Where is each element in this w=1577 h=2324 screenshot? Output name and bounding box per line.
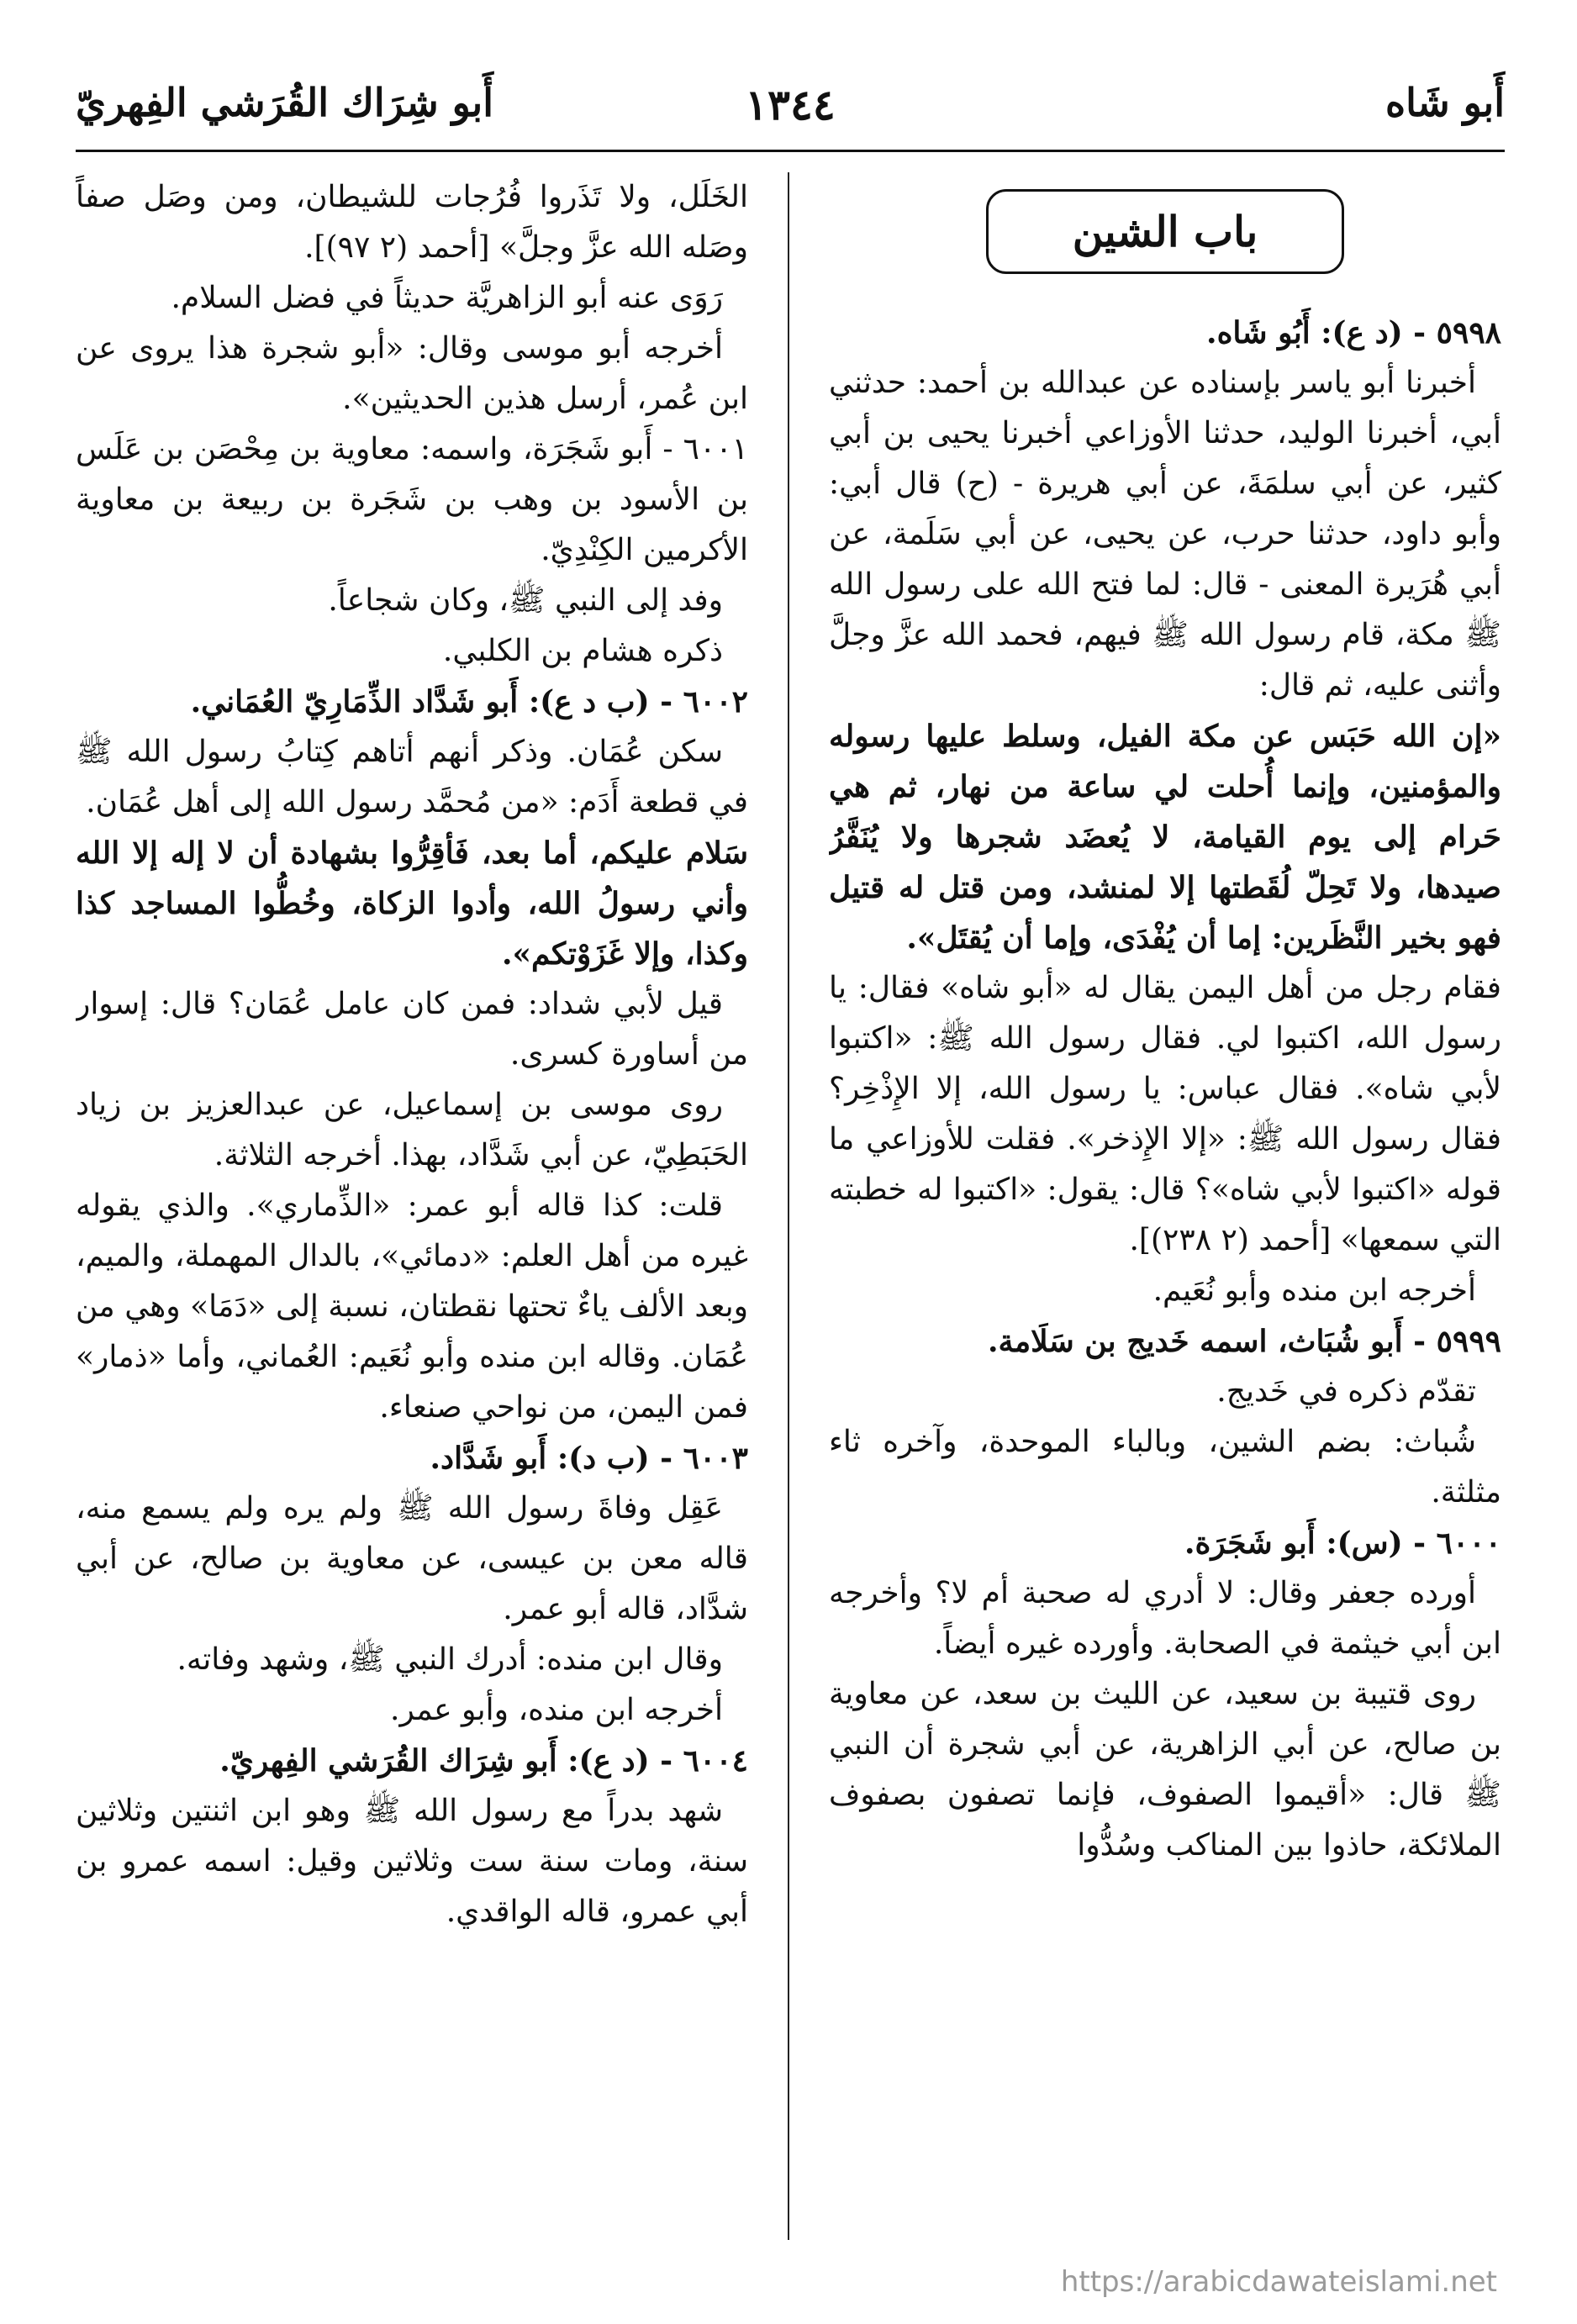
page-header bbox=[76, 80, 1505, 147]
paragraph: أخرجه أبو موسى وقال: «أبو شجرة هذا يروى عن ابن عُمر، أرسل هذين الحديثين». bbox=[76, 331, 748, 416]
column-divider bbox=[788, 172, 789, 2240]
paragraph: أخرجه ابن منده وأبو نُعَيم. bbox=[1152, 1273, 1476, 1308]
paragraph: شُباث: بضم الشين، وبالباء الموحدة، وآخره ثاء مثلثة. bbox=[829, 1425, 1501, 1510]
paragraph: رَوَى عنه أبو الزاهريَّة حديثاً في فضل السلام. bbox=[171, 281, 723, 315]
paragraph: فقام رجل من أهل اليمن يقال له «أبو شاه» فقال: يا رسول الله، اكتبوا لي. فقال رسول الله ﷺ: «اكتبوا لأبي شاه». فقال عباس: يا رسول الله، إلا الإِذْخِر؟ فقال رسول الله ﷺ: «إلا الإِذخر». فقلت للأوزاعي ما قوله «اكتبوا لأبي شاه»؟ قال: يقول: «اكتبوا له خطبته التي سمعها» [أحمد (٢ ٢٣٨)]. bbox=[829, 971, 1501, 1257]
paragraph: سكن عُمَان. وذكر أنهم أتاهم كِتابُ رسول الله ﷺ في قطعة أَدَم: «من مُحمَّد رسول الله إلى أهل عُمَان. bbox=[76, 735, 748, 819]
entry-heading: ٥٩٩٩ - أَبو شُبَاث، اسمه خَديج بن سَلَامة. bbox=[987, 1324, 1501, 1359]
paragraph: أخرجه ابن منده، وأبو عمر. bbox=[390, 1693, 723, 1727]
paragraph: وقال ابن منده: أدرك النبي ﷺ، وشهد وفاته. bbox=[177, 1642, 723, 1677]
left-column-text bbox=[76, 172, 748, 1937]
running-head-left: أَبو شِرَاك القُرَشي الفِهريّ bbox=[76, 80, 493, 125]
paragraph: ذكره هشام بن الكلبي. bbox=[442, 634, 723, 668]
right-column-text bbox=[829, 308, 1501, 1871]
paragraph: «إن الله حَبَس عن مكة الفيل، وسلط عليها رسوله والمؤمنين، وإنما أُحلت لي ساعة من نهار، ثم هي حَرام إلى يوم القيامة، لا يُعضَد شجرها ولا يُنَفَّرُ صيدها، ولا تَحِلّ لُقَطتها إلا لمنشد، ومن قتل له قتيل فهو بخير النَّظَرين: إما أن يُفْدَى، وإما أن يُقتَل». bbox=[829, 719, 1501, 956]
left-column bbox=[76, 172, 748, 2240]
paragraph: قلت: كذا قاله أبو عمر: «الذِّماري». والذي يقوله غيره من أهل العلم: «دمائي»، بالدال المهملة، والميم، وبعد الألف ياءٌ تحتها نقطتان، نسبة إلى «دَمَا» وهي من عُمَان. وقاله ابن منده وأبو نُعَيم: العُماني، وأما «ذمار» فمن اليمن، من نواحي صنعاء. bbox=[76, 1188, 748, 1425]
entry-heading: ٦٠٠٣ - (ب د): أَبو شَدَّاد. bbox=[430, 1441, 748, 1476]
paragraph: شهد بدراً مع رسول الله ﷺ وهو ابن اثنتين وثلاثين سنة، ومات سنة ست وثلاثين وقيل: اسمه عمرو بن أبي عمرو، قاله الواقدي. bbox=[76, 1794, 748, 1929]
paragraph: روى موسى بن إسماعيل، عن عبدالعزيز بن زياد الحَبَطِيّ، عن أبي شَدَّاد، بهذا. أخرجه الثلاثة. bbox=[76, 1088, 748, 1173]
running-head-right: أَبو شَاه bbox=[1384, 80, 1505, 125]
entry-heading: ٦٠٠٢ - (ب د ع): أَبو شَدَّاد الذِّمَارِيّ العُمَاني. bbox=[190, 684, 748, 719]
paragraph: أخبرنا أبو ياسر بإسناده عن عبدالله بن أحمد: حدثني أبي، أخبرنا الوليد، حدثنا الأوزاعي أخبرنا يحيى بن أبي كثير، عن أبي سلمَةَ، عن أبي هريرة - (ح) قال أبي: وأبو داود، حدثنا حرب، عن يحيى، عن أبي سَلَمة، عن أبي هُرَيرة المعنى - قال: لما فتح الله على رسول الله ﷺ مكة، قام رسول الله ﷺ فيهم، فحمد الله عزَّ وجلَّ وأثنى عليه، ثم قال: bbox=[829, 366, 1501, 703]
chapter-title-box: باب الشين bbox=[986, 189, 1344, 274]
page-number: ١٣٤٤ bbox=[745, 80, 836, 129]
paragraph: أورده جعفر وقال: لا أدري له صحبة أم لا؟ وأخرجه ابن أبي خيثمة في الصحابة. وأورده غيره أيضاً. bbox=[829, 1576, 1501, 1661]
entry-heading: ٦٠٠٤ - (د ع): أَبو شِرَاك القُرَشي الفِهريّ. bbox=[219, 1743, 748, 1779]
paragraph: ٦٠٠١ - أَبو شَجَرَة، واسمه: معاوية بن مِحْصَن بن عَلَس بن الأسود بن وهب بن شَجَرة بن ربيعة بن معاوية الأكرمين الكِنْدِيّ. bbox=[76, 432, 748, 567]
paragraph: قيل لأبي شداد: فمن كان عامل عُمَان؟ قال: إسوار من أساورة كسرى. bbox=[76, 987, 748, 1072]
paragraph: سَلام عليكم، أما بعد، فَأقِرُّوا بشهادة أن لا إله إلا الله وأني رسولُ الله، وأدوا الزكاة، وخُطُّوا المساجد كذا وكذا، وإلا غَزَوْتكم». bbox=[76, 835, 748, 972]
paragraph: وفد إلى النبي ﷺ، وكان شجاعاً. bbox=[328, 583, 723, 618]
entry-heading: ٥٩٩٨ - (د ع): أَبُو شَاه. bbox=[1206, 315, 1501, 350]
paragraph: الخَلَل، ولا تَذَروا فُرُجات للشيطان، ومن وصَل صفاً وصَله الله عزَّ وجلَّ» [أحمد (٢ ٩٧)]. bbox=[76, 180, 748, 265]
paragraph: عَقِل وفاةَ رسول الله ﷺ ولم يره ولم يسمع منه، قاله معن بن عيسى، عن معاوية بن صالح، عن أبي شدَّاد، قاله أبو عمر. bbox=[76, 1491, 748, 1626]
entry-heading: ٦٠٠٠ - (س): أَبو شَجَرَة. bbox=[1184, 1526, 1501, 1561]
paragraph: روى قتيبة بن سعيد، عن الليث بن سعد، عن معاوية بن صالح، عن أبي الزاهرية، عن أبي شجرة أن النبي ﷺ قال: «أقيموا الصفوف، فإنما تصفون بصفوف الملائكة، حاذوا بين المناكب وسُدُّوا bbox=[829, 1677, 1501, 1863]
watermark-url: https://arabicdawateislami.net bbox=[1060, 2265, 1497, 2299]
paragraph: تقدّم ذكره في خَديج. bbox=[1216, 1374, 1476, 1409]
header-rule bbox=[76, 150, 1505, 152]
right-column bbox=[829, 172, 1501, 2240]
